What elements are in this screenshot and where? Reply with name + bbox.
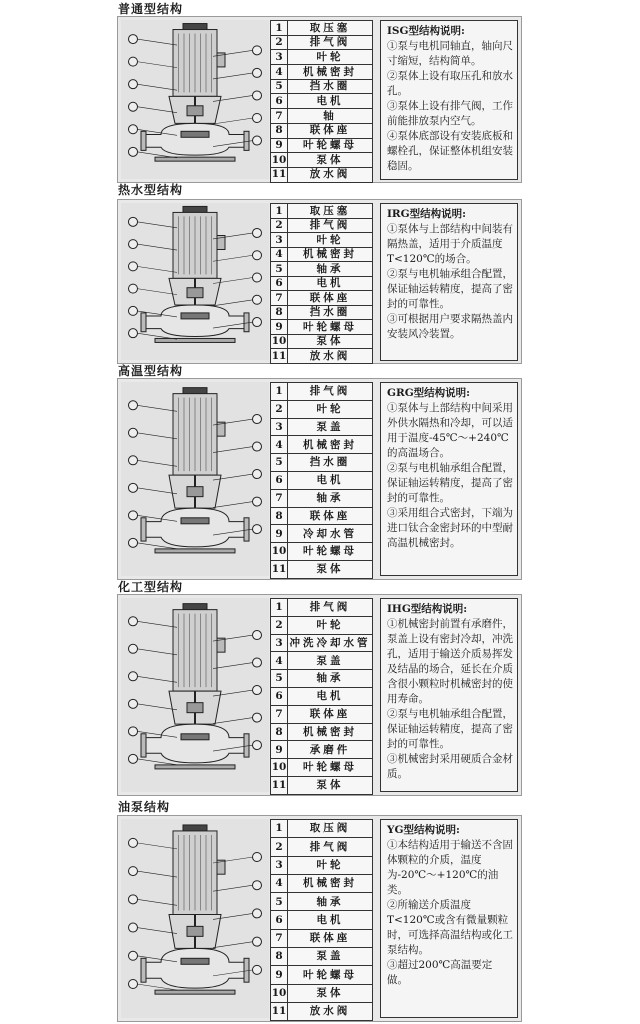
part-number: 9 [271, 741, 288, 759]
part-name: 叶轮 [288, 616, 373, 634]
part-number: 7 [271, 291, 288, 306]
part-number: 4 [271, 652, 288, 670]
description-item: ②所输送介质温度T<120℃或含有微量颗粒时，可选择高温结构或化工泵结构。 [387, 899, 513, 956]
pump-drawing [121, 382, 269, 576]
part-number: 7 [271, 489, 288, 507]
part-number: 4 [271, 436, 288, 454]
description-title: ISG型结构说明: [387, 25, 465, 37]
part-number: 5 [271, 454, 288, 472]
parts-row [271, 893, 373, 911]
parts-row [271, 454, 373, 472]
part-name: 叶轮 [288, 50, 373, 65]
part-name: 叶轮螺母 [288, 138, 373, 153]
parts-row [271, 948, 373, 966]
part-name: 轴承 [288, 262, 373, 277]
part-name: 轴 [288, 109, 373, 124]
callout-circle [129, 456, 138, 465]
part-number: 3 [271, 233, 288, 248]
callout-circle [129, 306, 138, 315]
part-name: 叶轮 [288, 400, 373, 418]
part-number: 2 [271, 616, 288, 634]
part-name: 叶轮 [288, 233, 373, 248]
parts-row [271, 911, 373, 929]
part-number: 8 [271, 305, 288, 320]
part-name: 取压塞 [288, 204, 373, 219]
part-number: 9 [271, 320, 288, 335]
part-number: 5 [271, 262, 288, 277]
description-item: ②泵体上设有取压孔和放水孔。 [387, 70, 513, 97]
structure-description [380, 598, 518, 792]
callout-circle [129, 727, 138, 736]
part-name: 泵盖 [288, 418, 373, 436]
part-name: 联体座 [288, 291, 373, 306]
part-number: 10 [271, 153, 287, 166]
description-item: ③可根据用户要求隔热盖内安装风冷装置。 [387, 313, 513, 340]
parts-row [271, 984, 373, 1002]
parts-row [271, 820, 373, 838]
part-number: 7 [271, 109, 288, 124]
part-number: 8 [271, 948, 288, 966]
part-number: 6 [271, 471, 288, 489]
callout-circle [129, 754, 138, 763]
part-number: 11 [271, 349, 287, 362]
callout-circle [253, 136, 262, 145]
parts-row [271, 489, 373, 507]
parts-row [271, 109, 373, 124]
parts-row [271, 471, 373, 489]
section-title: 热水型结构 [118, 183, 184, 197]
parts-row [271, 233, 373, 248]
callout-circle [253, 318, 262, 327]
callout-circle [253, 713, 262, 722]
parts-row [271, 966, 373, 984]
part-name: 机械密封 [288, 65, 373, 80]
callout-circle [253, 741, 262, 750]
part-name: 电机 [288, 471, 373, 489]
part-number: 11 [271, 560, 288, 578]
parts-row [271, 705, 373, 723]
callout-circle [253, 497, 262, 506]
callout-circle [129, 329, 138, 338]
part-name: 电机 [288, 687, 373, 705]
description-item: ①泵与电机同轴直，轴向尺寸缩短，结构简单。 [387, 40, 513, 67]
parts-row [271, 400, 373, 418]
part-name: 联体座 [288, 507, 373, 525]
part-name: 叶轮 [288, 856, 373, 874]
parts-row [271, 929, 373, 947]
parts-row [271, 305, 373, 320]
parts-row [271, 838, 373, 856]
parts-row [271, 652, 373, 670]
part-number: 1 [271, 820, 288, 838]
part-name: 泵体 [288, 560, 373, 578]
parts-row [271, 204, 373, 219]
part-name: 电机 [288, 94, 373, 109]
part-number: 8 [271, 507, 288, 525]
structure-description [380, 20, 518, 180]
callout-circle [129, 262, 138, 271]
part-name: 放水阀 [288, 1002, 373, 1020]
part-name: 泵体 [288, 984, 373, 1002]
parts-row [271, 543, 373, 561]
part-name: 放水阀 [288, 167, 373, 182]
part-number: 7 [271, 705, 288, 723]
callout-circle [253, 68, 262, 77]
description-title: IRG型结构说明: [387, 208, 466, 220]
part-number: 9 [271, 525, 288, 543]
section-title: 化工型结构 [118, 580, 184, 594]
part-name: 排气阀 [288, 599, 373, 617]
structure-description [380, 819, 518, 1018]
part-name: 承磨件 [288, 741, 373, 759]
parts-row [271, 65, 373, 80]
part-number: 9 [271, 138, 288, 153]
callout-circle [253, 295, 262, 304]
part-number: 5 [271, 670, 288, 688]
pump-cross-section-diagram [121, 819, 269, 1018]
callout-circle [129, 57, 138, 66]
pump-cross-section-diagram [121, 382, 269, 576]
part-name: 排气阀 [288, 35, 373, 50]
part-name: 挡水圈 [288, 305, 373, 320]
parts-row [271, 79, 373, 94]
parts-row [271, 856, 373, 874]
parts-list-table [270, 819, 373, 1021]
parts-row [271, 507, 373, 525]
pump-drawing [121, 20, 269, 179]
callout-circle [129, 617, 138, 626]
structure-description [380, 382, 518, 576]
part-name: 轴承 [288, 670, 373, 688]
part-name: 叶轮螺母 [288, 543, 373, 561]
description-item: ②泵与电机轴承组合配置，保证轴运转精度，提高了密封的可靠性。 [387, 462, 513, 504]
part-number: 11 [271, 168, 287, 181]
callout-circle [253, 46, 262, 55]
callout-circle [129, 428, 138, 437]
callout-circle [129, 147, 138, 156]
description-item: ③机械密封采用硬质合金材质。 [387, 753, 513, 780]
callout-circle [129, 240, 138, 249]
parts-row [271, 741, 373, 759]
part-name: 泵体 [288, 776, 373, 794]
part-name: 排气阀 [288, 218, 373, 233]
parts-row [271, 35, 373, 50]
description-title: IHG型结构说明: [387, 603, 468, 615]
description-item: ③超过200℃高温要定做。 [387, 959, 493, 986]
structure-panel [117, 594, 522, 796]
callout-circle [129, 923, 138, 932]
part-number: 1 [271, 21, 288, 36]
description-item: ①泵体与上部结构中间装有隔热盖，适用于介质温度T<120℃的场合。 [387, 223, 513, 265]
callout-circle [129, 483, 138, 492]
callout-circle [129, 35, 138, 44]
callout-circle [129, 867, 138, 876]
part-number: 9 [271, 966, 288, 984]
callout-circle [253, 91, 262, 100]
part-name: 联体座 [288, 705, 373, 723]
callout-circle [253, 415, 262, 424]
parts-row [271, 247, 373, 262]
parts-row [271, 634, 373, 652]
part-name: 泵体 [288, 153, 373, 168]
callout-circle [253, 228, 262, 237]
callout-circle [129, 401, 138, 410]
section-title: 油泵结构 [118, 800, 171, 814]
structure-panel [117, 378, 522, 580]
callout-circle [129, 672, 138, 681]
callout-circle [253, 658, 262, 667]
parts-row [271, 123, 373, 138]
callout-circle [129, 644, 138, 653]
part-name: 放水阀 [288, 349, 373, 364]
parts-row [271, 21, 373, 36]
pump-drawing [121, 203, 269, 360]
callout-circle [253, 881, 262, 890]
description-item: ②泵与电机轴承组合配置，保证轴运转精度，提高了密封的可靠性。 [387, 268, 513, 310]
part-number: 7 [271, 929, 288, 947]
parts-row [271, 525, 373, 543]
part-name: 机械密封 [288, 874, 373, 892]
part-number: 4 [271, 247, 288, 262]
callout-circle [129, 951, 138, 960]
part-number: 10 [271, 335, 287, 347]
callout-circle [253, 965, 262, 974]
callout-circle [253, 909, 262, 918]
callout-circle [129, 699, 138, 708]
part-number: 1 [271, 383, 288, 401]
part-name: 电机 [288, 276, 373, 291]
pump-drawing [121, 819, 269, 1018]
description-item: ②泵与电机轴承组合配置，保证轴运转精度，提高了密封的可靠性。 [387, 708, 513, 750]
description-item: ③采用组合式密封，下端为进口钛合金密封环的中型耐高温机械密封。 [387, 507, 513, 549]
callout-circle [253, 273, 262, 282]
parts-row [271, 167, 373, 182]
description-title: GRG型结构说明: [387, 387, 471, 399]
pump-cross-section-diagram [121, 598, 269, 792]
parts-list-table [270, 382, 373, 579]
part-number: 11 [271, 1002, 288, 1020]
part-name: 排气阀 [288, 383, 373, 401]
part-name: 叶轮螺母 [288, 320, 373, 335]
part-number: 8 [271, 123, 288, 138]
part-number: 5 [271, 79, 288, 94]
parts-row [271, 50, 373, 65]
callout-circle [129, 284, 138, 293]
part-name: 取压塞 [288, 21, 373, 36]
pump-cross-section-diagram [121, 20, 269, 179]
parts-row [271, 776, 373, 794]
part-name: 泵盖 [288, 652, 373, 670]
parts-list-table [270, 598, 373, 795]
parts-row [271, 262, 373, 277]
part-name: 电机 [288, 911, 373, 929]
description-title: YG型结构说明: [387, 824, 460, 836]
part-number: 11 [271, 776, 288, 794]
part-name: 挡水圈 [288, 79, 373, 94]
parts-list-table [270, 20, 373, 183]
parts-row [271, 418, 373, 436]
part-number: 10 [271, 759, 288, 777]
part-name: 挡水圈 [288, 454, 373, 472]
part-number: 10 [271, 984, 288, 1002]
structure-panel [117, 16, 522, 183]
callout-circle [253, 631, 262, 640]
callout-circle [129, 80, 138, 89]
description-item: ④泵体底部设有安装底板和螺栓孔，保证整体机组安装稳固。 [387, 130, 513, 172]
part-name: 冲洗冷却水管 [288, 634, 373, 652]
parts-row [271, 1002, 373, 1020]
parts-row [271, 218, 373, 233]
part-name: 联体座 [288, 123, 373, 138]
part-name: 泵体 [288, 334, 373, 349]
part-number: 2 [271, 838, 288, 856]
part-number: 2 [271, 400, 288, 418]
part-number: 6 [271, 94, 288, 109]
callout-circle [129, 895, 138, 904]
callout-circle [129, 538, 138, 547]
part-name: 冷却水管 [288, 525, 373, 543]
callout-circle [253, 852, 262, 861]
callout-circle [253, 114, 262, 123]
part-number: 5 [271, 893, 288, 911]
parts-row [271, 723, 373, 741]
section-title: 高温型结构 [118, 364, 184, 378]
description-item: ③泵体上设有排气阀，工作前能排放泵内空气。 [387, 100, 513, 127]
part-name: 轴承 [288, 489, 373, 507]
parts-row [271, 759, 373, 777]
parts-row [271, 349, 373, 364]
callout-circle [129, 125, 138, 134]
part-number: 4 [271, 874, 288, 892]
callout-circle [129, 979, 138, 988]
part-number: 1 [271, 204, 288, 219]
part-number: 6 [271, 911, 288, 929]
part-number: 2 [271, 218, 288, 233]
parts-row [271, 291, 373, 306]
part-number: 3 [271, 856, 288, 874]
part-name: 取压阀 [288, 820, 373, 838]
part-number: 3 [271, 50, 288, 65]
part-name: 机械密封 [288, 436, 373, 454]
structure-description [380, 203, 518, 361]
pump-drawing [121, 598, 269, 792]
part-number: 10 [271, 543, 288, 561]
description-item: ①泵体与上部结构中间采用外供水隔热和冷却，可以适用于温度-45℃～+240℃的高温场合。 [387, 402, 513, 459]
callout-circle [253, 470, 262, 479]
callout-circle [253, 686, 262, 695]
parts-row [271, 94, 373, 109]
part-number: 3 [271, 418, 288, 436]
part-name: 叶轮螺母 [288, 966, 373, 984]
description-item: ①机械密封前置有承磨件，泵盖上设有密封冷却，冲洗孔，适用于输送介质易挥发及结晶的场合，延长在介质含很小颗粒时机械密封的使用寿命。 [387, 618, 513, 705]
callout-circle [253, 937, 262, 946]
structure-panel [117, 199, 522, 364]
pump-cross-section-diagram [121, 203, 269, 360]
part-number: 1 [271, 599, 288, 617]
callout-circle [253, 525, 262, 534]
section-title: 普通型结构 [118, 2, 184, 16]
parts-row [271, 276, 373, 291]
callout-circle [253, 442, 262, 451]
parts-list-table [270, 203, 373, 364]
parts-row [271, 670, 373, 688]
parts-row [271, 560, 373, 578]
parts-row [271, 153, 373, 168]
callout-circle [253, 251, 262, 260]
parts-row [271, 599, 373, 617]
parts-row [271, 383, 373, 401]
parts-row [271, 320, 373, 335]
callout-circle [129, 217, 138, 226]
part-number: 6 [271, 276, 288, 291]
callout-circle [129, 838, 138, 847]
part-name: 叶轮螺母 [288, 759, 373, 777]
structure-panel [117, 815, 522, 1022]
parts-row [271, 436, 373, 454]
part-name: 机械密封 [288, 723, 373, 741]
part-name: 轴承 [288, 893, 373, 911]
callout-circle [129, 511, 138, 520]
callout-circle [129, 102, 138, 111]
part-number: 3 [271, 634, 288, 652]
parts-row [271, 138, 373, 153]
part-name: 排气阀 [288, 838, 373, 856]
part-name: 泵盖 [288, 948, 373, 966]
part-number: 2 [271, 35, 288, 50]
part-name: 联体座 [288, 929, 373, 947]
description-item: ①本结构适用于输送不含固体颗粒的介质，温度为-20℃～+120℃的油类。 [387, 839, 513, 896]
parts-row [271, 874, 373, 892]
part-name: 机械密封 [288, 247, 373, 262]
part-number: 8 [271, 723, 288, 741]
part-number: 4 [271, 65, 288, 80]
parts-row [271, 616, 373, 634]
parts-row [271, 334, 373, 349]
parts-row [271, 687, 373, 705]
part-number: 6 [271, 687, 288, 705]
